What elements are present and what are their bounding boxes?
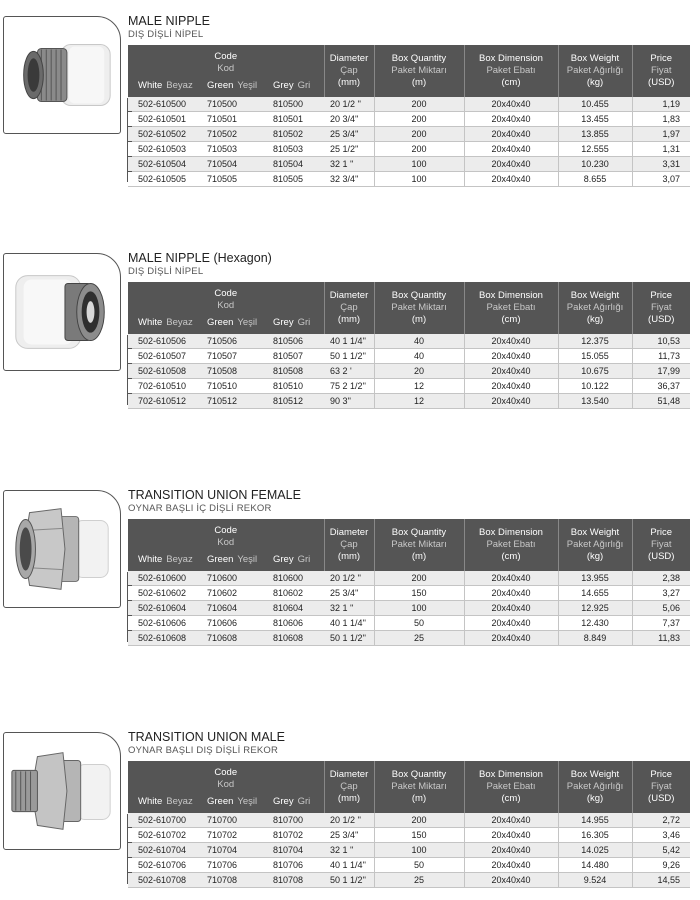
box-weight-cell: 10.455	[558, 97, 632, 112]
section-subtitle: OYNAR BAŞLI DIŞ DİŞLİ REKOR	[128, 745, 279, 756]
transition-union-male-illustration	[4, 733, 120, 849]
white-code: 502-610704	[138, 845, 187, 855]
table-row	[128, 157, 690, 172]
green-code: 710503	[207, 144, 238, 154]
box-dimension-cell: 20x40x40	[464, 97, 558, 112]
code-header	[128, 761, 324, 813]
section-titles	[128, 730, 285, 757]
price-header: Price Fiyat (USD)	[632, 761, 690, 813]
grey-code: 810503	[273, 144, 304, 154]
table-row	[128, 828, 690, 843]
box-weight-header: Box Weight Paket Ağırlığı (kg)	[558, 45, 632, 97]
diameter-cell: 20 1/2 ''	[324, 97, 374, 112]
diameter-cell: 20 1/2 ''	[324, 813, 374, 828]
box-quantity-cell: 100	[374, 601, 464, 616]
grey-header: Grey Gri	[273, 554, 311, 565]
green-header: Green Yeşil	[207, 796, 258, 807]
grey-code: 810706	[273, 860, 304, 870]
box-dimension-cell: 20x40x40	[464, 813, 558, 828]
diameter-header: Diameter Çap (mm)	[324, 45, 374, 97]
green-code: 710604	[207, 603, 238, 613]
green-header: Green Yeşil	[207, 554, 258, 565]
price-cell: 11,83	[632, 631, 690, 646]
box-quantity-cell: 150	[374, 828, 464, 843]
price-cell: 5,06	[632, 601, 690, 616]
diameter-cell: 40 1 1/4''	[324, 616, 374, 631]
green-code: 710501	[207, 114, 238, 124]
box-quantity-header: Box Quantity Paket Miktarı (m)	[374, 761, 464, 813]
section-titles	[128, 488, 301, 515]
grey-code: 810704	[273, 845, 304, 855]
box-weight-cell: 14.955	[558, 813, 632, 828]
price-cell: 1,19	[632, 97, 690, 112]
green-code: 710608	[207, 633, 238, 643]
box-dimension-cell: 20x40x40	[464, 601, 558, 616]
section-subtitle: OYNAR BAŞLI İÇ DİŞLİ REKOR	[128, 503, 272, 514]
box-dimension-cell: 20x40x40	[464, 843, 558, 858]
price-cell: 17,99	[632, 364, 690, 379]
box-quantity-cell: 40	[374, 334, 464, 349]
grey-code: 810702	[273, 830, 304, 840]
green-header: Green Yeşil	[207, 317, 258, 328]
code-cell	[128, 112, 324, 127]
box-quantity-header: Box Quantity Paket Miktarı (m)	[374, 519, 464, 571]
diameter-header: Diameter Çap (mm)	[324, 761, 374, 813]
box-quantity-cell: 200	[374, 97, 464, 112]
grey-code: 810604	[273, 603, 304, 613]
box-quantity-cell: 100	[374, 157, 464, 172]
diameter-cell: 32 1 ''	[324, 157, 374, 172]
box-quantity-cell: 200	[374, 571, 464, 586]
box-weight-cell: 14.655	[558, 586, 632, 601]
box-quantity-cell: 50	[374, 858, 464, 873]
green-code: 710708	[207, 875, 238, 885]
code-cell	[128, 843, 324, 858]
box-quantity-header: Box Quantity Paket Miktarı (m)	[374, 45, 464, 97]
grey-code: 810500	[273, 99, 304, 109]
product-table-wrap	[128, 761, 690, 888]
grey-code: 810600	[273, 573, 304, 583]
white-code: 502-610708	[138, 875, 187, 885]
white-code: 702-610512	[138, 396, 187, 406]
price-cell: 5,42	[632, 843, 690, 858]
box-weight-header: Box Weight Paket Ağırlığı (kg)	[558, 761, 632, 813]
green-code: 710510	[207, 381, 238, 391]
box-dimension-cell: 20x40x40	[464, 364, 558, 379]
table-row	[128, 379, 690, 394]
code-header-tr: Kod	[217, 63, 235, 74]
box-dimension-cell: 20x40x40	[464, 349, 558, 364]
table-header-row	[128, 761, 690, 813]
green-code: 710506	[207, 336, 238, 346]
diameter-cell: 32 1 ''	[324, 843, 374, 858]
white-code: 502-610604	[138, 603, 187, 613]
table-header-row	[128, 519, 690, 571]
box-quantity-cell: 150	[374, 586, 464, 601]
box-quantity-cell: 200	[374, 813, 464, 828]
box-dimension-cell: 20x40x40	[464, 571, 558, 586]
grey-code: 810502	[273, 129, 304, 139]
product-table	[128, 761, 690, 888]
green-code: 710504	[207, 159, 238, 169]
grey-code: 810606	[273, 618, 304, 628]
diameter-cell: 50 1 1/2''	[324, 873, 374, 888]
white-code: 502-610501	[138, 114, 187, 124]
white-code: 502-610706	[138, 860, 187, 870]
product-table	[128, 282, 690, 409]
product-table-body	[128, 97, 690, 187]
section-subtitle: DIŞ DİŞLİ NİPEL	[128, 29, 204, 40]
product-table-body	[128, 571, 690, 646]
male-nipple-illustration	[4, 17, 120, 133]
box-dimension-cell: 20x40x40	[464, 334, 558, 349]
box-dimension-cell: 20x40x40	[464, 172, 558, 187]
product-table-wrap	[128, 519, 690, 646]
table-row	[128, 843, 690, 858]
price-cell: 1,31	[632, 142, 690, 157]
code-cell	[128, 394, 324, 409]
green-code: 710602	[207, 588, 238, 598]
white-code: 702-610510	[138, 381, 187, 391]
diameter-cell: 40 1 1/4''	[324, 858, 374, 873]
table-row	[128, 813, 690, 828]
grey-code: 810507	[273, 351, 304, 361]
product-table-body	[128, 334, 690, 409]
code-cell	[128, 379, 324, 394]
table-header-row	[128, 282, 690, 334]
box-dimension-cell: 20x40x40	[464, 142, 558, 157]
white-header: White Beyaz	[138, 554, 193, 565]
white-code: 502-610606	[138, 618, 187, 628]
male-nipple-image	[3, 16, 121, 134]
diameter-cell: 50 1 1/2''	[324, 349, 374, 364]
table-row	[128, 364, 690, 379]
code-header	[128, 45, 324, 97]
box-dimension-cell: 20x40x40	[464, 157, 558, 172]
box-dimension-header: Box Dimension Paket Ebatı (cm)	[464, 519, 558, 571]
male-nipple-hexagon-image	[3, 253, 121, 371]
code-cell	[128, 364, 324, 379]
code-header-en: Code	[214, 288, 238, 299]
box-weight-cell: 13.540	[558, 394, 632, 409]
section-title: MALE NIPPLE (Hexagon)	[128, 251, 272, 265]
white-header: White Beyaz	[138, 80, 193, 91]
box-dimension-cell: 20x40x40	[464, 112, 558, 127]
transition-union-male-image	[3, 732, 121, 850]
box-dimension-header: Box Dimension Paket Ebatı (cm)	[464, 45, 558, 97]
table-row	[128, 334, 690, 349]
transition-union-female-image	[3, 490, 121, 608]
table-row	[128, 142, 690, 157]
box-quantity-cell: 12	[374, 394, 464, 409]
green-code: 710700	[207, 815, 238, 825]
box-weight-cell: 14.480	[558, 858, 632, 873]
box-dimension-cell: 20x40x40	[464, 379, 558, 394]
price-cell: 3,27	[632, 586, 690, 601]
box-quantity-cell: 25	[374, 631, 464, 646]
grey-code: 810504	[273, 159, 304, 169]
code-cell	[128, 616, 324, 631]
grey-code: 810700	[273, 815, 304, 825]
box-weight-cell: 15.055	[558, 349, 632, 364]
price-cell: 3,31	[632, 157, 690, 172]
white-code: 502-610702	[138, 830, 187, 840]
diameter-cell: 63 2 '	[324, 364, 374, 379]
white-code: 502-610608	[138, 633, 187, 643]
green-header: Green Yeşil	[207, 80, 258, 91]
box-quantity-cell: 200	[374, 112, 464, 127]
box-weight-cell: 12.375	[558, 334, 632, 349]
box-quantity-cell: 200	[374, 127, 464, 142]
green-code: 710600	[207, 573, 238, 583]
box-weight-header: Box Weight Paket Ağırlığı (kg)	[558, 282, 632, 334]
code-header-en: Code	[214, 51, 238, 62]
green-code: 710508	[207, 366, 238, 376]
price-cell: 2,38	[632, 571, 690, 586]
code-header-tr: Kod	[217, 779, 235, 790]
white-code: 502-610503	[138, 144, 187, 154]
box-dimension-cell: 20x40x40	[464, 394, 558, 409]
code-cell	[128, 601, 324, 616]
price-cell: 51,48	[632, 394, 690, 409]
box-weight-cell: 8.849	[558, 631, 632, 646]
code-cell	[128, 157, 324, 172]
diameter-cell: 50 1 1/2''	[324, 631, 374, 646]
box-quantity-cell: 200	[374, 142, 464, 157]
box-weight-cell: 10.230	[558, 157, 632, 172]
diameter-cell: 20 3/4''	[324, 112, 374, 127]
box-weight-cell: 12.430	[558, 616, 632, 631]
box-weight-header: Box Weight Paket Ağırlığı (kg)	[558, 519, 632, 571]
section-titles	[128, 251, 272, 278]
code-header-tr: Kod	[217, 300, 235, 311]
diameter-cell: 25 1/2''	[324, 142, 374, 157]
white-code: 502-610500	[138, 99, 187, 109]
green-code: 710505	[207, 174, 238, 184]
price-header: Price Fiyat (USD)	[632, 282, 690, 334]
box-quantity-cell: 40	[374, 349, 464, 364]
code-header	[128, 282, 324, 334]
diameter-cell: 75 2 1/2''	[324, 379, 374, 394]
price-cell: 3,46	[632, 828, 690, 843]
grey-header: Grey Gri	[273, 796, 311, 807]
box-dimension-cell: 20x40x40	[464, 616, 558, 631]
box-quantity-cell: 12	[374, 379, 464, 394]
white-code: 502-610505	[138, 174, 187, 184]
section-titles	[128, 14, 210, 41]
section-title: TRANSITION UNION FEMALE	[128, 488, 301, 502]
code-cell	[128, 334, 324, 349]
green-code: 710502	[207, 129, 238, 139]
green-code: 710512	[207, 396, 238, 406]
table-row	[128, 112, 690, 127]
grey-header: Grey Gri	[273, 317, 311, 328]
box-dimension-cell: 20x40x40	[464, 858, 558, 873]
price-cell: 1,83	[632, 112, 690, 127]
table-row	[128, 873, 690, 888]
code-cell	[128, 828, 324, 843]
price-cell: 10,53	[632, 334, 690, 349]
table-row	[128, 616, 690, 631]
table-header-row	[128, 45, 690, 97]
green-code: 710702	[207, 830, 238, 840]
diameter-cell: 25 3/4''	[324, 828, 374, 843]
code-cell	[128, 873, 324, 888]
grey-header: Grey Gri	[273, 80, 311, 91]
grey-code: 810510	[273, 381, 304, 391]
box-weight-cell: 12.555	[558, 142, 632, 157]
box-quantity-cell: 100	[374, 843, 464, 858]
box-weight-cell: 10.122	[558, 379, 632, 394]
price-cell: 36,37	[632, 379, 690, 394]
box-quantity-cell: 20	[374, 364, 464, 379]
box-weight-cell: 9.524	[558, 873, 632, 888]
diameter-cell: 32 3/4''	[324, 172, 374, 187]
grey-code: 810608	[273, 633, 304, 643]
white-code: 502-610507	[138, 351, 187, 361]
price-cell: 3,07	[632, 172, 690, 187]
white-header: White Beyaz	[138, 317, 193, 328]
section-subtitle: DIŞ DİŞLİ NİPEL	[128, 266, 204, 277]
diameter-cell: 25 3/4''	[324, 127, 374, 142]
grey-code: 810708	[273, 875, 304, 885]
box-weight-cell: 13.855	[558, 127, 632, 142]
code-header-en: Code	[214, 767, 238, 778]
section-title: TRANSITION UNION MALE	[128, 730, 285, 744]
table-row	[128, 172, 690, 187]
box-weight-cell: 14.025	[558, 843, 632, 858]
code-header	[128, 519, 324, 571]
white-code: 502-610502	[138, 129, 187, 139]
green-code: 710500	[207, 99, 238, 109]
grey-code: 810508	[273, 366, 304, 376]
transition-union-female-illustration	[4, 491, 120, 607]
white-code: 502-610508	[138, 366, 187, 376]
box-dimension-cell: 20x40x40	[464, 828, 558, 843]
box-quantity-cell: 50	[374, 616, 464, 631]
box-weight-cell: 16.305	[558, 828, 632, 843]
code-cell	[128, 97, 324, 112]
price-cell: 14,55	[632, 873, 690, 888]
grey-code: 810602	[273, 588, 304, 598]
box-dimension-cell: 20x40x40	[464, 127, 558, 142]
code-cell	[128, 813, 324, 828]
diameter-cell: 20 1/2 ''	[324, 571, 374, 586]
green-code: 710606	[207, 618, 238, 628]
code-cell	[128, 631, 324, 646]
table-row	[128, 127, 690, 142]
box-weight-cell: 12.925	[558, 601, 632, 616]
code-cell	[128, 586, 324, 601]
code-cell	[128, 858, 324, 873]
price-header: Price Fiyat (USD)	[632, 519, 690, 571]
code-header-tr: Kod	[217, 537, 235, 548]
grey-code: 810512	[273, 396, 304, 406]
table-row	[128, 571, 690, 586]
table-row	[128, 586, 690, 601]
price-cell: 2,72	[632, 813, 690, 828]
price-cell: 11,73	[632, 349, 690, 364]
product-table-wrap	[128, 45, 690, 187]
product-table	[128, 45, 690, 187]
grey-code: 810505	[273, 174, 304, 184]
box-quantity-cell: 100	[374, 172, 464, 187]
diameter-header: Diameter Çap (mm)	[324, 519, 374, 571]
table-row	[128, 601, 690, 616]
table-row	[128, 631, 690, 646]
box-dimension-header: Box Dimension Paket Ebatı (cm)	[464, 761, 558, 813]
box-weight-cell: 8.655	[558, 172, 632, 187]
price-cell: 1,97	[632, 127, 690, 142]
box-dimension-cell: 20x40x40	[464, 631, 558, 646]
code-cell	[128, 571, 324, 586]
code-cell	[128, 142, 324, 157]
diameter-cell: 40 1 1/4''	[324, 334, 374, 349]
code-header-en: Code	[214, 525, 238, 536]
box-quantity-cell: 25	[374, 873, 464, 888]
grey-code: 810506	[273, 336, 304, 346]
price-header: Price Fiyat (USD)	[632, 45, 690, 97]
table-row	[128, 97, 690, 112]
box-dimension-cell: 20x40x40	[464, 586, 558, 601]
diameter-cell: 90 3''	[324, 394, 374, 409]
white-code: 502-610700	[138, 815, 187, 825]
green-code: 710507	[207, 351, 238, 361]
white-header: White Beyaz	[138, 796, 193, 807]
price-cell: 9,26	[632, 858, 690, 873]
box-dimension-header: Box Dimension Paket Ebatı (cm)	[464, 282, 558, 334]
table-row	[128, 349, 690, 364]
diameter-cell: 32 1 ''	[324, 601, 374, 616]
box-dimension-cell: 20x40x40	[464, 873, 558, 888]
product-table	[128, 519, 690, 646]
product-table-wrap	[128, 282, 690, 409]
table-row	[128, 858, 690, 873]
grey-code: 810501	[273, 114, 304, 124]
male-nipple-hexagon-illustration	[4, 254, 120, 370]
box-weight-cell: 13.455	[558, 112, 632, 127]
box-quantity-header: Box Quantity Paket Miktarı (m)	[374, 282, 464, 334]
green-code: 710704	[207, 845, 238, 855]
code-cell	[128, 349, 324, 364]
box-weight-cell: 13.955	[558, 571, 632, 586]
white-code: 502-610600	[138, 573, 187, 583]
table-row	[128, 394, 690, 409]
green-code: 710706	[207, 860, 238, 870]
white-code: 502-610602	[138, 588, 187, 598]
code-cell	[128, 172, 324, 187]
white-code: 502-610506	[138, 336, 187, 346]
code-cell	[128, 127, 324, 142]
price-cell: 7,37	[632, 616, 690, 631]
white-code: 502-610504	[138, 159, 187, 169]
product-table-body	[128, 813, 690, 888]
diameter-header: Diameter Çap (mm)	[324, 282, 374, 334]
section-title: MALE NIPPLE	[128, 14, 210, 28]
box-weight-cell: 10.675	[558, 364, 632, 379]
diameter-cell: 25 3/4''	[324, 586, 374, 601]
